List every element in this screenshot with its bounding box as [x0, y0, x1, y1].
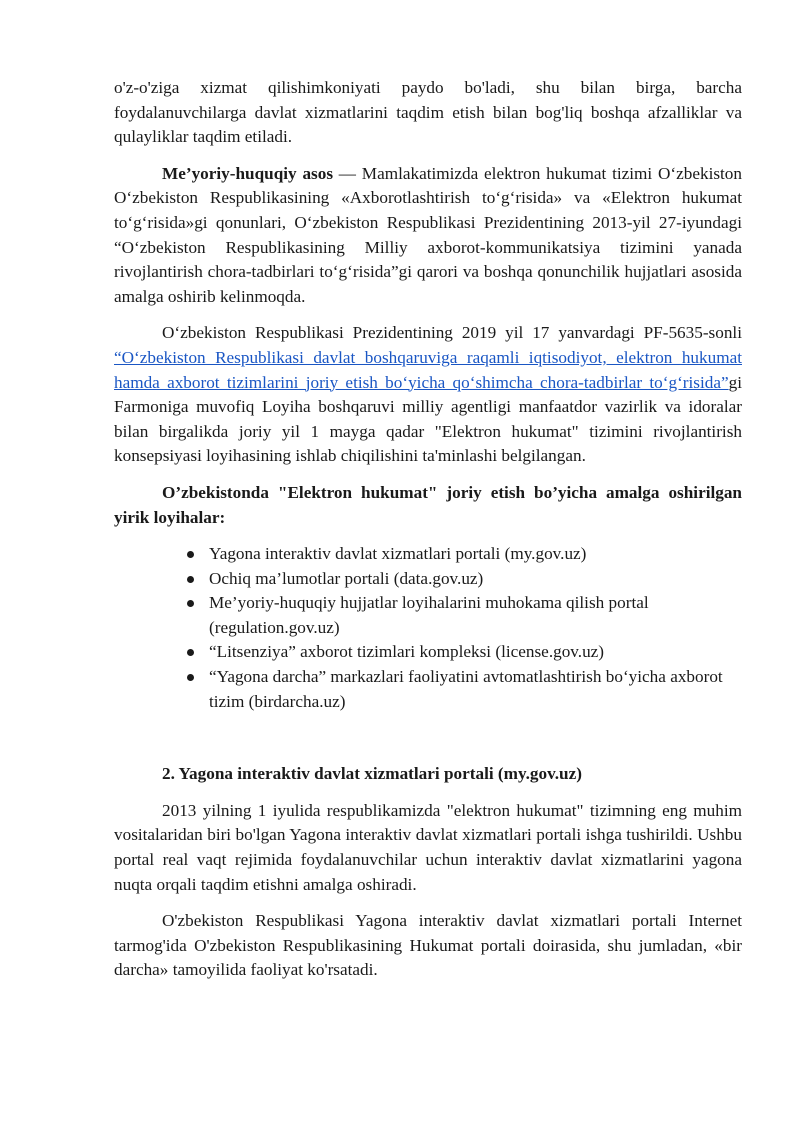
decree-link[interactable]: “O‘zbekiston Respublikasi davlat boshqaruviga raqamli iqtisodiyot, elektron hukumat hamda axborot tizimlarini joriy etish bo‘yicha qo‘shimcha chora-tadbirlar to‘g‘risida”: [114, 347, 742, 392]
section-spacer: [114, 726, 742, 762]
legal-basis-heading: Me’yoriy-huquqiy asos: [162, 163, 334, 183]
list-item: [209, 591, 742, 640]
projects-heading-text: O’zbekistonda "Elektron hukumat" joriy etish bo’yicha amalga oshirilgan yirik loyihalar:: [114, 482, 742, 527]
legal-basis-paragraph: [114, 162, 742, 310]
projects-heading: [114, 481, 742, 530]
list-item: [209, 665, 742, 714]
list-item-text: Me’yoriy-huquqiy hujjatlar loyihalarini muhokama qilish portal (regulation.gov.uz): [209, 593, 649, 637]
list-item: [209, 542, 742, 567]
list-item: [209, 567, 742, 592]
bullet-icon: [187, 674, 194, 681]
bullet-icon: [187, 600, 194, 607]
projects-list: [114, 542, 742, 714]
portal-launch-paragraph: 2013 yilning 1 iyulida respublikamizda "elektron hukumat" tizimning eng muhim vositalaridan biri bo'lgan Yagona interaktiv davlat xizmatlari portali ishga tushirildi. Ushbu portal real vaqt rejimida foydalanuvchilar uchun interaktiv davlat xizmatlarini yagona nuqta orqali taqdim etishni amalga oshiradi.: [114, 800, 742, 894]
section-2-title: 2. Yagona interaktiv davlat xizmatlari portali (my.gov.uz): [162, 764, 582, 784]
portal-description-paragraph: O'zbekiston Respublikasi Yagona interaktiv davlat xizmatlari portali Internet tarmog'ida O'zbekiston Respublikasining Hukumat portali doirasida, shu jumladan, «bir darcha» tamoyilida faoliyat ko'rsatadi.: [114, 911, 742, 980]
intro-paragraph: o'z-o'ziga xizmat qilishimkoniyati paydo bo'ladi, shu bilan birga, barcha foydalanuvchilarga davlat xizmatlarini taqdim etish bilan bog'liq boshqa afzalliklar va qulayliklar taqdim etiladi.: [114, 78, 742, 147]
bullet-icon: [187, 649, 194, 656]
list-item-text: Ochiq ma’lumotlar portali (data.gov.uz): [209, 568, 484, 588]
list-item: [209, 640, 742, 665]
list-item-text: Yagona interaktiv davlat xizmatlari portali (my.gov.uz): [209, 544, 587, 564]
document-page: [114, 76, 742, 995]
decree-paragraph: [114, 321, 742, 469]
bullet-icon: [187, 551, 194, 558]
bullet-icon: [187, 576, 194, 583]
list-item-text: “Litsenziya” axborot tizimlari kompleksi (license.gov.uz): [209, 642, 605, 662]
legal-basis-text: — Mamlakatimizda elektron hukumat tizimi O‘zbekiston O‘zbekiston Respublikasining «Axborotlashtirish to‘g‘risida» va «Elektron hukumat to‘g‘risida»gi qonunlari, O‘zbekiston Respublikasi Prezidentining 2013-yil 27-iyundagi “O‘zbekiston Respublikasining Milliy axborot-kommunikatsiya tizimini yanada rivojlantirish chora-tadbirlari to‘g‘risida”gi qarori va boshqa qonunchilik hujjatlari asosida amalga oshirib kelinmoqda.: [114, 163, 742, 306]
decree-text-after: gi Farmoniga muvofiq Loyiha boshqaruvi milliy agentligi manfaatdor vazirlik va idoralar bilan birgalikda joriy yil 1 mayga qadar "Elektron hukumat" tizimini rivojlantirish konsepsiyasi loyihasining ishlab chiqilishini ta'minlashi belgilangan.: [114, 372, 742, 466]
list-item-text: “Yagona darcha” markazlari faoliyatini avtomatlashtirish bo‘yicha axborot tizim (birdarcha.uz): [209, 667, 723, 711]
decree-text-before: O‘zbekiston Respublikasi Prezidentining 2019 yil 17 yanvardagi PF-5635-sonli: [162, 323, 742, 343]
